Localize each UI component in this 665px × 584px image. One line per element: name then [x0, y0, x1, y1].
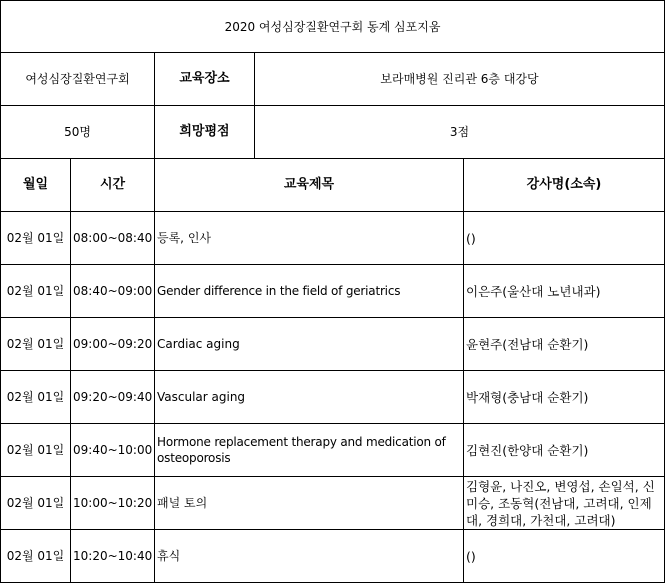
row-time: 09:00~09:20: [71, 318, 155, 371]
points-value: 3점: [255, 106, 665, 159]
header-time: 시간: [71, 159, 155, 212]
table-row: [1, 318, 665, 371]
row-subject: Vascular aging: [155, 371, 464, 424]
row-time: 08:00~08:40: [71, 212, 155, 265]
row-date: 02월 01일: [1, 212, 71, 265]
row-speaker: 이은주(울산대 노년내과): [464, 265, 665, 318]
info-row-venue: [1, 53, 665, 106]
row-date: 02월 01일: [1, 371, 71, 424]
header-subject: 교육제목: [155, 159, 464, 212]
row-speaker: 박재형(충남대 순환기): [464, 371, 665, 424]
row-speaker: 김현진(한양대 순환기): [464, 424, 665, 477]
row-subject: Gender difference in the field of geriatrics: [155, 265, 464, 318]
row-subject: Hormone replacement therapy and medication of osteoporosis: [155, 424, 464, 477]
table-row: [1, 371, 665, 424]
row-speaker: 윤현주(전남대 순환기): [464, 318, 665, 371]
row-time: 09:40~10:00: [71, 424, 155, 477]
row-time: 09:20~09:40: [71, 371, 155, 424]
row-date: 02월 01일: [1, 424, 71, 477]
table-row: [1, 424, 665, 477]
table-row: [1, 477, 665, 530]
table-row: [1, 265, 665, 318]
table-row: [1, 212, 665, 265]
points-label: 희망평점: [155, 106, 255, 159]
venue-value: 보라매병원 진리관 6층 대강당: [255, 53, 665, 106]
info-row-points: [1, 106, 665, 159]
row-time: 10:00~10:20: [71, 477, 155, 530]
row-speaker: (): [464, 530, 665, 583]
row-speaker: (): [464, 212, 665, 265]
page-title: 2020 여성심장질환연구회 동계 심포지움: [1, 1, 665, 53]
row-date: 02월 01일: [1, 530, 71, 583]
header-row: [1, 159, 665, 212]
row-date: 02월 01일: [1, 318, 71, 371]
row-speaker: 김형윤, 나진오, 변영섭, 손일석, 신미승, 조동혁(전남대, 고려대, 인제대, 경희대, 가천대, 고려대): [464, 477, 665, 530]
header-date: 월일: [1, 159, 71, 212]
row-date: 02월 01일: [1, 477, 71, 530]
table-row: [1, 530, 665, 583]
row-subject: 휴식: [155, 530, 464, 583]
row-subject: 등록, 인사: [155, 212, 464, 265]
row-time: 10:20~10:40: [71, 530, 155, 583]
row-subject: 패널 토의: [155, 477, 464, 530]
row-date: 02월 01일: [1, 265, 71, 318]
row-subject: Cardiac aging: [155, 318, 464, 371]
row-time: 08:40~09:00: [71, 265, 155, 318]
capacity-value: 50명: [1, 106, 155, 159]
organizer-value: 여성심장질환연구회: [1, 53, 155, 106]
title-row: [1, 1, 665, 53]
header-speaker: 강사명(소속): [464, 159, 665, 212]
venue-label: 교육장소: [155, 53, 255, 106]
